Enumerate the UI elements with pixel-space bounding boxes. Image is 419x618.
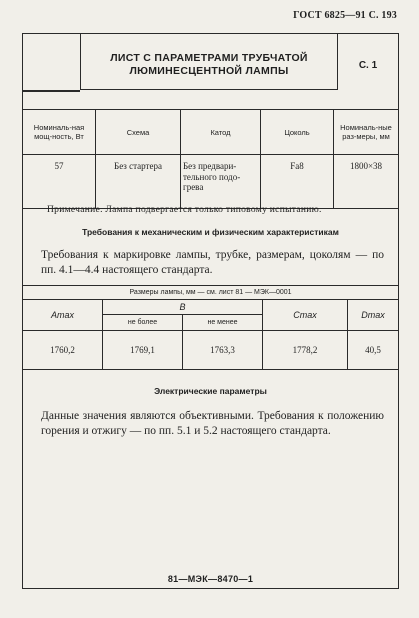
symbol-b: B — [179, 302, 186, 312]
lamp-dimensions-table — [22, 285, 399, 370]
cell-c-max: 1778,2 — [263, 331, 348, 370]
sheet-number: С. 1 — [358, 60, 378, 71]
header-b — [103, 300, 263, 315]
header-a-max — [23, 300, 103, 331]
table-caption-row — [23, 286, 399, 300]
cell-b-not-less: 1763,3 — [183, 331, 263, 370]
header-base: Цоколь — [261, 110, 334, 155]
header-d-max — [348, 300, 399, 331]
header-dimensions: Номиналь-ные раз-меры, мм — [334, 110, 399, 155]
cell-b-not-more: 1769,1 — [103, 331, 183, 370]
subscript-d: max — [367, 310, 385, 320]
cell-dimensions: 1800×38 — [334, 155, 399, 209]
section-heading-mechanical: Требования к механическим и физическим характеристикам — [82, 227, 339, 237]
note-text: Примечание. Лампа подвергается только типовому испытанию. — [47, 205, 322, 215]
cell-cathode: Без предвари-тельного подо-грева — [181, 155, 261, 209]
cell-d-max: 40,5 — [348, 331, 399, 370]
symbol-c: C — [293, 310, 300, 320]
table-header-row — [23, 110, 399, 155]
header-c-max — [263, 300, 348, 331]
header-scheme: Схема — [96, 110, 181, 155]
paragraph-mechanical: Требования к маркировке лампы, трубке, размерам, цоколям — по пп. 4.1—4.4 настоящего стандарта. — [41, 249, 384, 276]
dimensions-caption: Размеры лампы, мм — см. лист 81 — МЭК—0001 — [23, 286, 399, 300]
cell-power: 57 — [23, 155, 96, 209]
cell-base: Fa8 — [261, 155, 334, 209]
section-heading-electrical: Электрические параметры — [154, 386, 267, 396]
table-header-row — [23, 300, 399, 315]
symbol-a: A — [50, 310, 57, 320]
header-b-not-less: не менее — [183, 315, 263, 331]
cell-a-max: 1760,2 — [23, 331, 103, 370]
subscript-a: max — [57, 310, 75, 320]
sheet-title-line-2: ЛЮМИНЕСЦЕНТНОЙ ЛАМПЫ — [129, 65, 289, 77]
table-row — [23, 331, 399, 370]
cell-scheme: Без стартера — [96, 155, 181, 209]
header-power: Номиналь-ная мощ-ность, Вт — [23, 110, 96, 155]
title-underline — [22, 90, 80, 92]
sheet-title-line-1: ЛИСТ С ПАРАМЕТРАМИ ТРУБЧАТОЙ — [110, 52, 308, 64]
footer-code: 81—МЭК—8470—1 — [167, 574, 254, 584]
symbol-d: D — [361, 310, 368, 320]
table-row — [23, 155, 399, 209]
header-cathode: Катод — [181, 110, 261, 155]
lamp-parameters-table — [22, 109, 399, 209]
subscript-c: max — [299, 310, 317, 320]
page-reference: ГОСТ 6825—91 С. 193 — [293, 10, 397, 21]
sheet-title — [84, 52, 334, 78]
paragraph-electrical: Данные значения являются объективными. Требования к положению горения и отжигу — по пп. 5.1 и 5.2 настоящего стандарта. — [41, 410, 384, 437]
header-b-not-more: не более — [103, 315, 183, 331]
frame-bottom-border — [22, 588, 399, 589]
